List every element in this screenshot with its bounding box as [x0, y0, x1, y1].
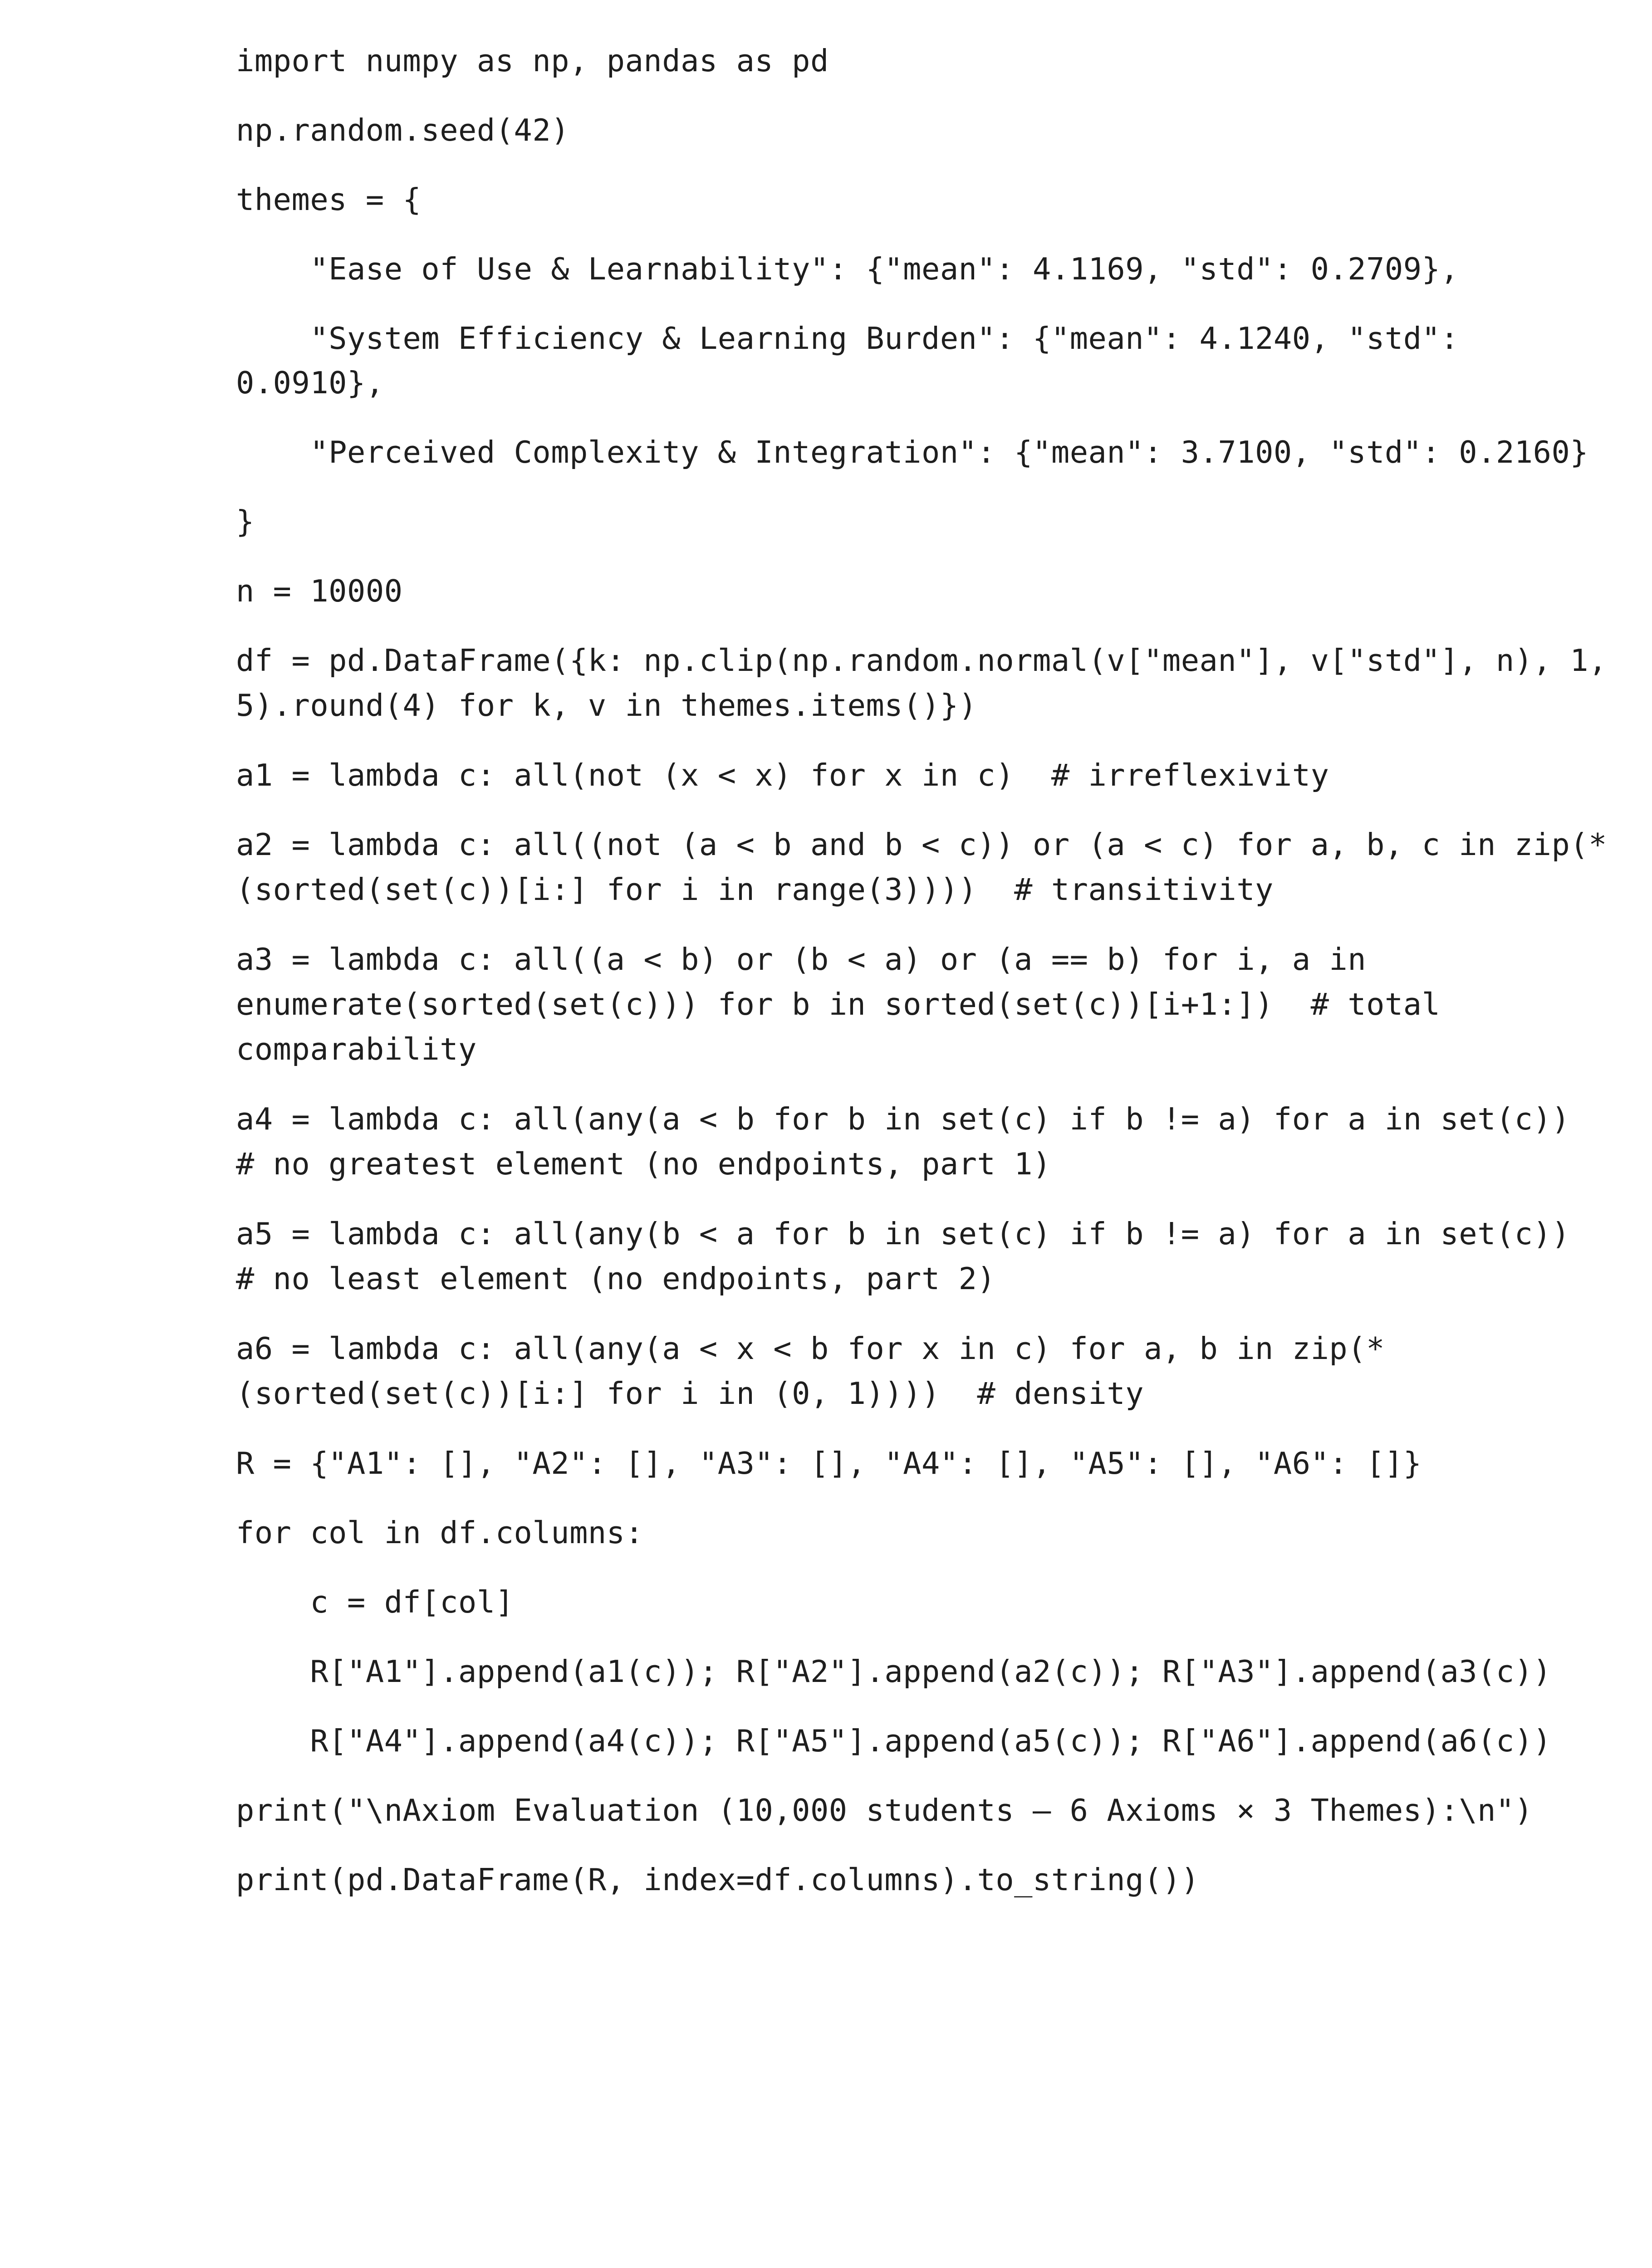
code-line-results-dict: R = {"A1": [], "A2": [], "A3": [], "A4": [], "A5": [], "A6": []} [236, 1446, 1422, 1481]
code-line-n: n = 10000 [236, 573, 403, 609]
code-line-theme-complexity: "Perceived Complexity & Integration": {"mean": 3.7100, "std": 0.2160} [236, 435, 1589, 470]
code-line-column-select: c = df[col] [236, 1584, 514, 1620]
code-line-import: import numpy as np, pandas as pd [236, 43, 829, 78]
code-line-a6: a6 = lambda c: all(any(a < x < b for x in c) for a, b in zip(*(sorted(set(c))[i:] for i in (0, 1)))) # density [236, 1331, 1385, 1411]
code-line-seed: np.random.seed(42) [236, 112, 570, 148]
code-line-print-table: print(pd.DataFrame(R, index=df.columns).to_string()) [236, 1862, 1200, 1897]
code-line-themes-open: themes = { [236, 182, 422, 217]
code-line-theme-ease: "Ease of Use & Learnability": {"mean": 4.1169, "std": 0.2709}, [236, 251, 1459, 287]
code-line-a2: a2 = lambda c: all((not (a < b and b < c)) or (a < c) for a, b, c in zip(*(sorted(set(c))[i:] for i in range(3)))) # transitivity [236, 827, 1607, 907]
code-line-append-a1-a3: R["A1"].append(a1(c)); R["A2"].append(a2(c)); R["A3"].append(a3(c)) [236, 1654, 1552, 1689]
code-line-for-loop: for col in df.columns: [236, 1515, 644, 1550]
code-line-dataframe: df = pd.DataFrame({k: np.clip(np.random.normal(v["mean"], v["std"], n), 1, 5).round(4) for k, v in themes.items()}) [236, 643, 1626, 723]
code-line-theme-efficiency: "System Efficiency & Learning Burden": {"mean": 4.1240, "std": 0.0910}, [236, 321, 1478, 401]
code-block [236, 39, 1624, 1927]
code-line-a1: a1 = lambda c: all(not (x < x) for x in c) # irreflexivity [236, 758, 1329, 793]
code-line-a4: a4 = lambda c: all(any(a < b for b in set(c) if b != a) for a in set(c)) # no greatest element (no endpoints, part 1) [236, 1101, 1607, 1182]
code-line-a3: a3 = lambda c: all((a < b) or (b < a) or (a == b) for i, a in enumerate(sorted(set(c))) for b in sorted(set(c))[i+1:]) # total comparability [236, 942, 1459, 1067]
code-line-print-header: print("\nAxiom Evaluation (10,000 students – 6 Axioms × 3 Themes):\n") [236, 1793, 1533, 1828]
code-line-append-a4-a6: R["A4"].append(a4(c)); R["A5"].append(a5(c)); R["A6"].append(a6(c)) [236, 1723, 1552, 1759]
code-line-a5: a5 = lambda c: all(any(b < a for b in set(c) if b != a) for a in set(c)) # no least element (no endpoints, part 2) [236, 1216, 1607, 1296]
code-line-themes-close: } [236, 504, 255, 539]
